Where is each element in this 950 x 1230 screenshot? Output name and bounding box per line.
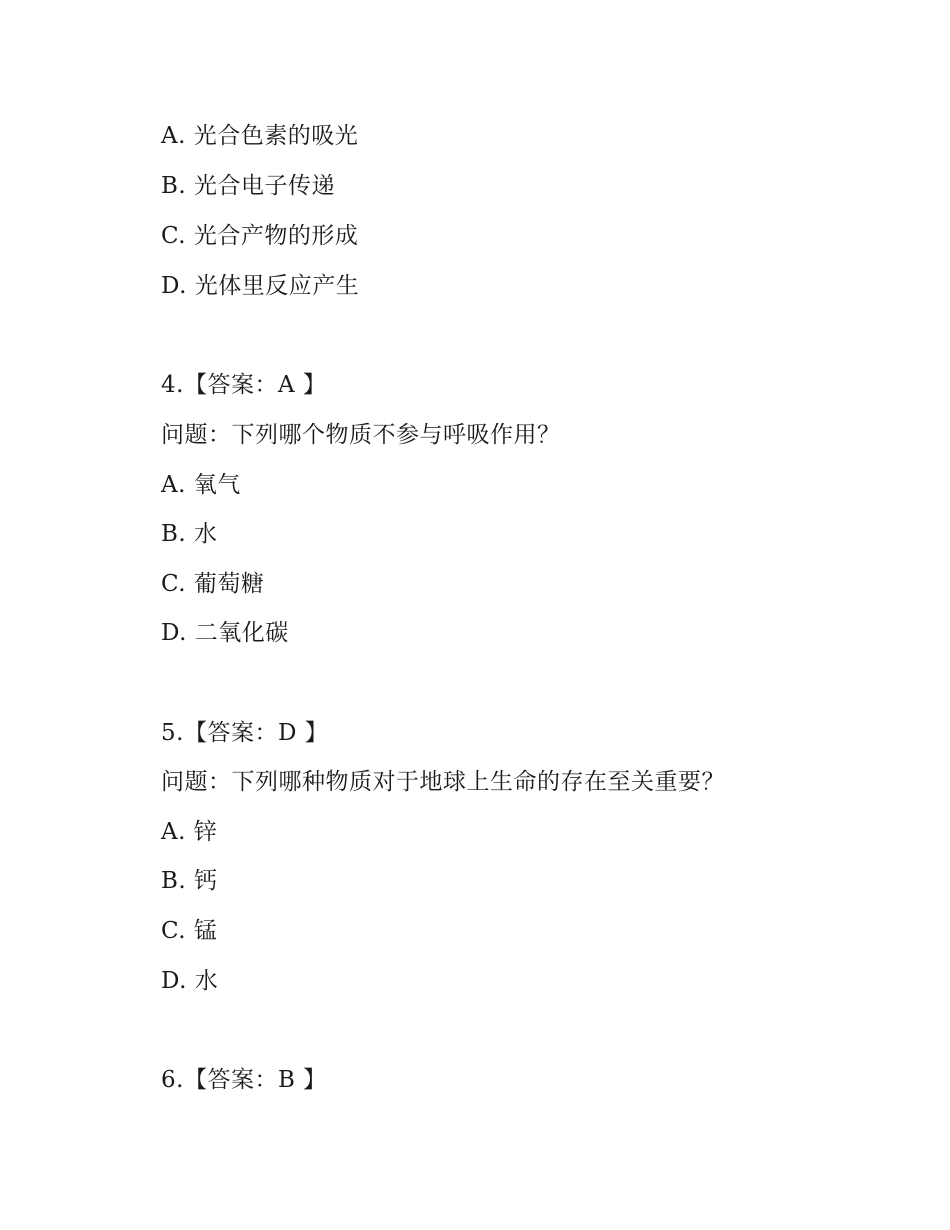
q4-question: 问题：下列哪个物质不参与呼吸作用？ — [161, 422, 561, 448]
q5-option-a: A. 锌 — [161, 819, 218, 845]
q6-answer: 6.【答案：B 】 — [161, 1067, 327, 1093]
q4-option-c: C. 葡萄糖 — [161, 571, 265, 597]
q5-question: 问题：下列哪种物质对于地球上生命的存在至关重要？ — [161, 769, 725, 795]
q4-option-d: D. 二氧化碳 — [161, 620, 289, 646]
q5-option-d: D. 水 — [161, 968, 219, 994]
q3-option-c: C. 光合产物的形成 — [161, 223, 359, 249]
q3-option-d: D. 光体里反应产生 — [161, 273, 360, 299]
q5-answer: 5.【答案：D 】 — [161, 720, 329, 746]
q5-option-c: C. 锰 — [161, 918, 218, 944]
q3-option-b: B. 光合电子传递 — [161, 173, 336, 199]
q4-answer: 4.【答案：A 】 — [161, 372, 327, 398]
q4-option-a: A. 氧气 — [161, 472, 241, 498]
q5-option-b: B. 钙 — [161, 868, 218, 894]
q4-option-b: B. 水 — [161, 521, 218, 547]
q3-option-a: A. 光合色素的吸光 — [161, 123, 359, 149]
